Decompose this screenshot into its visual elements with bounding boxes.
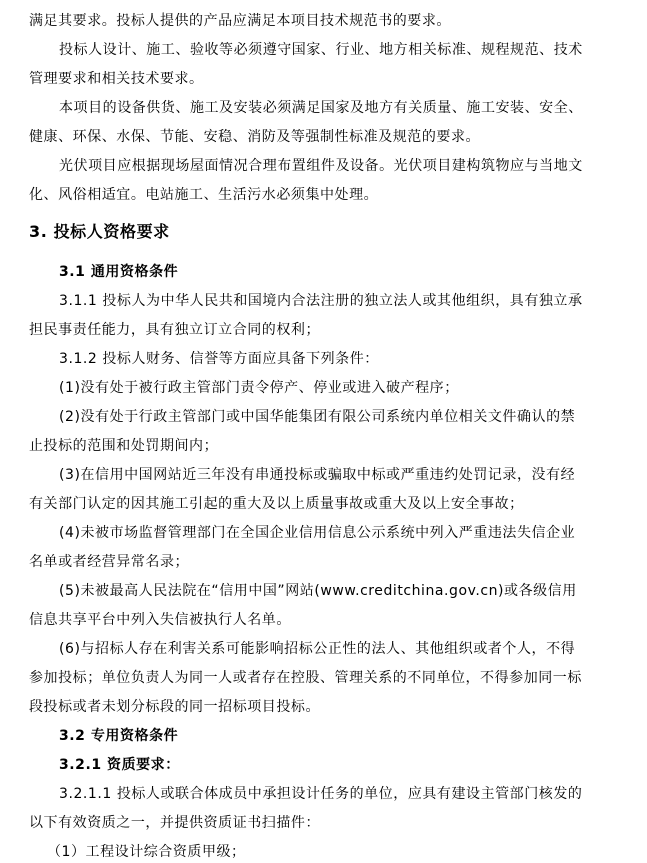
paragraph-line: 光伏项目应根据现场屋面情况合理布置组件及设备。光伏项目建构筑物应与当地文 [59, 158, 583, 174]
paragraph-line: 投标人设计、施工、验收等必须遵守国家、行业、地方相关标准、规程规范、技术 [59, 42, 583, 58]
paragraph-line: 止投标的范围和处罚期间内； [29, 438, 219, 454]
list-item: (4)未被市场监督管理部门在全国企业信用信息公示系统中列入严重违法失信企业 [59, 525, 576, 541]
list-item: (3)在信用中国网站近三年没有串通投标或骗取中标或严重违约处罚记录，没有经 [59, 467, 576, 483]
paragraph-line: 段投标或者未划分标段的同一招标项目投标。 [29, 699, 320, 715]
paragraph-line: 本项目的设备供货、施工及安装必须满足国家及地方有关质量、施工安装、安全、 [59, 100, 583, 116]
list-item: (1)没有处于被行政主管部门责令停产、停业或进入破产程序； [59, 380, 459, 396]
subsection-heading: 3.2 专用资格条件 [59, 728, 179, 744]
subsection-heading: 3.2.1 资质要求： [59, 757, 180, 773]
list-item: (2)没有处于行政主管部门或中国华能集团有限公司系统内单位相关文件确认的禁 [59, 409, 576, 425]
list-item: (6)与招标人存在利害关系可能影响招标公正性的法人、其他组织或者个人，不得 [59, 641, 576, 657]
paragraph-line: 参加投标；单位负责人为同一人或者存在控股、管理关系的不同单位，不得参加同一标 [29, 670, 582, 686]
paragraph-line: 担民事责任能力，具有独立订立合同的权利； [29, 322, 320, 338]
list-item: （1）工程设计综合资质甲级； [47, 844, 246, 860]
paragraph-line: 名单或者经营异常名录； [29, 554, 190, 570]
paragraph-line: 健康、环保、水保、节能、安稳、消防及等强制性标准及规范的要求。 [29, 129, 481, 145]
paragraph-line: 满足其要求。投标人提供的产品应满足本项目技术规范书的要求。 [29, 13, 451, 29]
paragraph-line: 3.1.2 投标人财务、信誉等方面应具备下列条件： [59, 351, 379, 367]
paragraph-line: 3.2.1.1 投标人或联合体成员中承担设计任务的单位，应具有建设主管部门核发的 [59, 786, 583, 802]
paragraph-line: 有关部门认定的因其施工引起的重大及以上质量事故或重大及以上安全事故； [29, 496, 524, 512]
paragraph-line: 管理要求和相关技术要求。 [29, 71, 204, 87]
list-item: (5)未被最高人民法院在“信用中国”网站(www.creditchina.gov.cn)或各级信用 [59, 583, 577, 599]
subsection-heading: 3.1 通用资格条件 [59, 264, 179, 280]
paragraph-line: 信息共享平台中列入失信被执行人名单。 [29, 612, 291, 628]
paragraph-line: 3.1.1 投标人为中华人民共和国境内合法注册的独立法人或其他组织，具有独立承 [59, 293, 583, 309]
paragraph-line: 化、风俗相适宜。电站施工、生活污水必须集中处理。 [29, 187, 379, 203]
section-heading: 3. 投标人资格要求 [29, 222, 170, 241]
paragraph-line: 以下有效资质之一，并提供资质证书扫描件： [29, 815, 320, 831]
